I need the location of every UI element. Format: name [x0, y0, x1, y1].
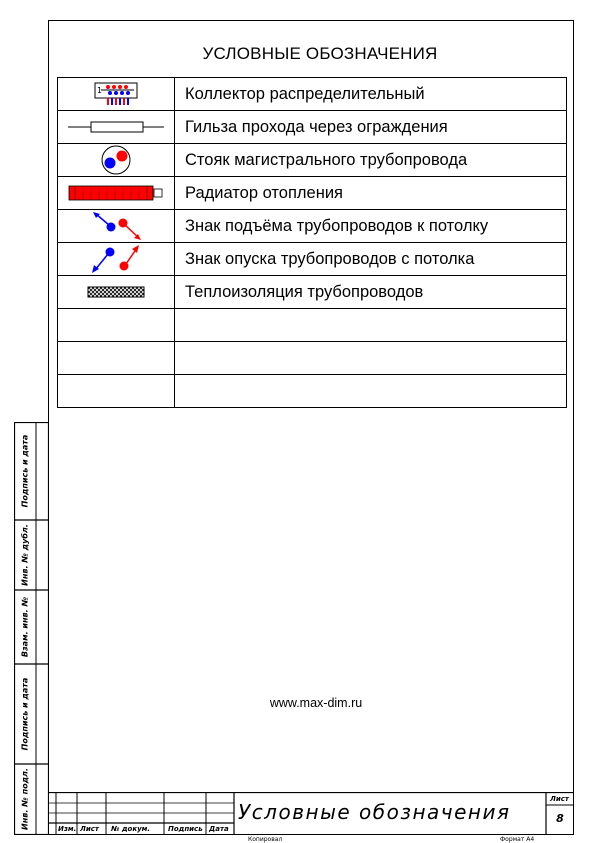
legend-label: Теплоизоляция трубопроводов: [175, 276, 567, 309]
legend-row: [58, 375, 567, 408]
document-title: Условные обозначения: [238, 800, 511, 824]
legend-row: [58, 276, 567, 309]
legend-row: [58, 144, 567, 177]
legend-symbol-cell: [58, 177, 175, 210]
collector-icon: [94, 82, 138, 106]
legend-row: [58, 177, 567, 210]
side-stamp: [14, 422, 49, 835]
side-stamp-label: Подпись и дата: [20, 677, 30, 751]
legend-label: Радиатор отопления: [175, 177, 567, 210]
title-block-header: Подпись: [168, 825, 203, 833]
pipe-rise-icon: [89, 211, 143, 241]
legend-row: [58, 309, 567, 342]
legend-symbol-cell: [58, 276, 175, 309]
legend-title: УСЛОВНЫЕ ОБОЗНАЧЕНИЯ: [202, 44, 438, 63]
insulation-icon: [87, 286, 145, 298]
legend-row: [58, 342, 567, 375]
legend-symbol-cell: [58, 111, 175, 144]
legend-label: [175, 375, 567, 408]
legend-label: [175, 309, 567, 342]
legend-symbol-cell: [58, 309, 175, 342]
legend-row: [58, 243, 567, 276]
sheet-label: Лист: [550, 795, 569, 803]
side-stamp-label: Взам. инв. №: [20, 596, 30, 658]
legend-row: [58, 111, 567, 144]
title-block-header: Лист: [80, 825, 99, 833]
legend-table: [57, 77, 567, 408]
riser-icon: [99, 145, 133, 175]
radiator-icon: [68, 185, 164, 201]
title-block-header: № докум.: [111, 825, 151, 833]
copied-by-label: Копировал: [248, 836, 283, 843]
legend-label: Стояк магистрального трубопровода: [175, 144, 567, 177]
side-stamp-label: Инв. № подл.: [20, 768, 30, 830]
side-stamp-label: Подпись и дата: [20, 434, 30, 508]
legend-label: Гильза прохода через ограждения: [175, 111, 567, 144]
legend-symbol-cell: [58, 78, 175, 111]
legend-symbol-cell: [58, 144, 175, 177]
legend-row: [58, 78, 567, 111]
legend-symbol-cell: [58, 342, 175, 375]
legend-row: [58, 210, 567, 243]
legend-label: Коллектор распределительный: [175, 78, 567, 111]
title-block: [48, 792, 574, 835]
legend-symbol-cell: [58, 243, 175, 276]
pipe-descent-icon: [89, 244, 143, 274]
format-label: Формат А4: [500, 836, 535, 843]
legend-label: Знак подъёма трубопроводов к потолку: [175, 210, 567, 243]
legend-label: [175, 342, 567, 375]
sheet-number: 8: [556, 812, 564, 825]
legend-label: Знак опуска трубопроводов с потолка: [175, 243, 567, 276]
legend-symbol-cell: [58, 210, 175, 243]
sleeve-icon: [66, 120, 166, 134]
legend-symbol-cell: [58, 375, 175, 408]
website-url: www.max-dim.ru: [269, 696, 363, 710]
side-stamp-label: Инв. № дубл.: [20, 524, 30, 586]
svg-text:1: 1: [97, 86, 103, 95]
title-block-header: Дата: [209, 825, 229, 833]
title-block-header: Изм.: [58, 825, 77, 833]
